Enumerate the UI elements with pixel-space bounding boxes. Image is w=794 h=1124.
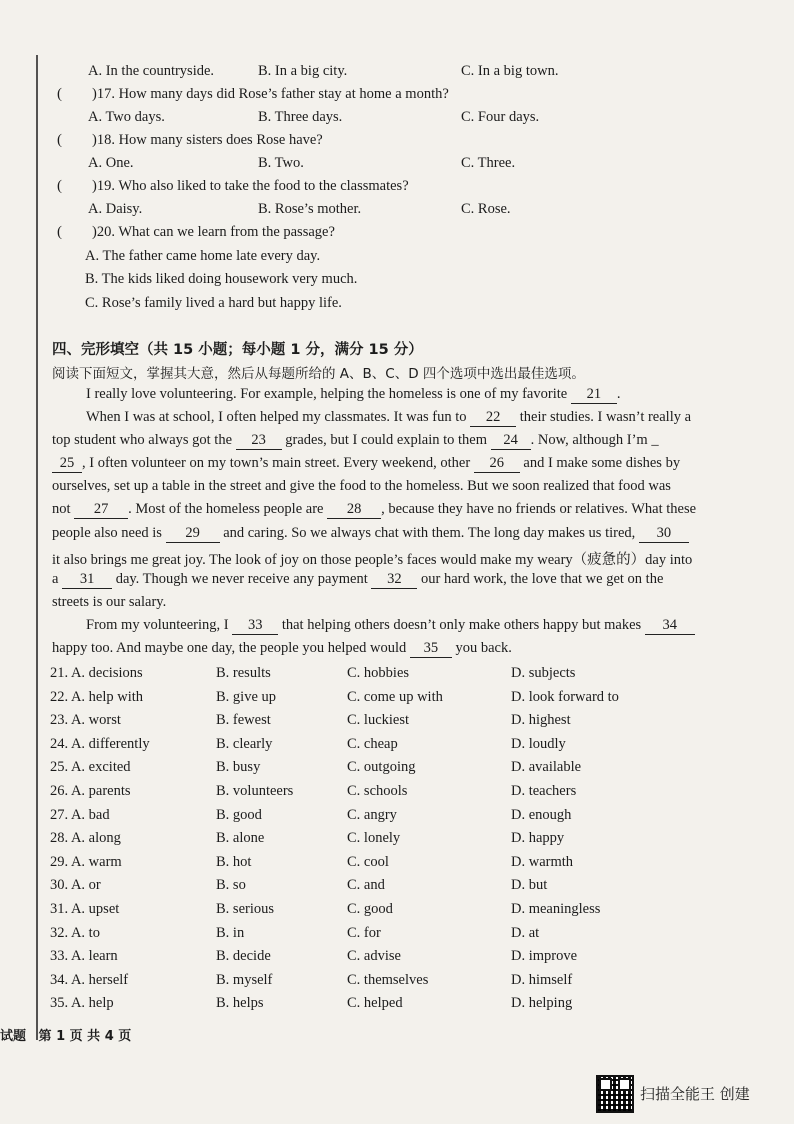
choice-option-d: D. himself [511, 971, 573, 988]
choice-option-a: 21. A. decisions [50, 665, 143, 681]
q18-paren: ( [57, 132, 62, 148]
choice-option-d: D. happy [511, 830, 565, 847]
choice-option-c: C. angry [347, 806, 397, 823]
choice-option-a: 29. A. warm [50, 853, 122, 870]
q18-option-c: C. Three. [461, 155, 516, 171]
q19-paren: ( [57, 178, 62, 194]
choice-option-b: B. give up [216, 688, 277, 705]
q20-option-b: B. The kids liked doing housework very much. [85, 271, 358, 287]
choice-option-d: D. improve [511, 948, 578, 965]
blank-30: 30 [639, 525, 689, 543]
choice-option-a: 30. A. or [50, 877, 101, 894]
choice-option-a: 35. A. help [50, 995, 114, 1012]
choice-option-c: C. themselves [347, 971, 429, 988]
choice-option-b: B. in [216, 924, 245, 941]
choice-option-d: D. loudly [511, 735, 566, 752]
passage-line-9: a 31 day. Though we never receive any payment 32 our hard work, the love that we get on the [52, 571, 664, 587]
blank-28: 28 [327, 501, 381, 519]
choice-option-b: B. fewest [216, 712, 271, 729]
blank-33: 33 [232, 617, 278, 635]
q17-text: )17. How many days did Rose’s father stay at home a month? [92, 86, 449, 102]
q19-option-a: A. Daisy. [88, 201, 143, 217]
blank-21: 21 [571, 386, 617, 404]
blank-22: 22 [470, 409, 516, 427]
q20-paren: ( [57, 224, 62, 240]
choice-option-d: D. available [511, 759, 582, 776]
choice-option-b: B. results [216, 665, 271, 681]
choice-option-b: B. hot [216, 853, 252, 870]
choice-option-d: D. teachers [511, 783, 577, 799]
choice-option-b: B. helps [216, 995, 264, 1012]
passage-line-5: ourselves, set up a table in the street and give the food to the homeless. But we soon realized that food was [52, 478, 671, 494]
q19-option-c: C. Rose. [461, 201, 511, 217]
choice-option-c: C. come up with [347, 688, 443, 705]
q19-text: )19. Who also liked to take the food to the classmates? [92, 178, 409, 194]
choice-option-a: 32. A. to [50, 924, 100, 941]
qr-code-icon [596, 1075, 634, 1113]
blank-25: 25 [52, 455, 82, 473]
q20-option-a: A. The father came home late every day. [85, 248, 321, 264]
choice-option-c: C. hobbies [347, 665, 410, 681]
choice-option-c: C. cool [347, 853, 389, 870]
choice-option-a: 25. A. excited [50, 759, 131, 776]
choice-option-d: D. warmth [511, 853, 574, 870]
scanner-text: 扫描全能王 创建 [640, 1085, 750, 1103]
q18-text: )18. How many sisters does Rose have? [92, 132, 323, 148]
choice-option-d: D. but [511, 877, 548, 894]
passage-line-6: not 27 . Most of the homeless people are 28 , because they have no friends or relatives. What these [52, 501, 697, 517]
choice-option-c: C. schools [347, 783, 408, 799]
blank-24: 24 [491, 432, 531, 450]
choice-option-b: B. clearly [216, 735, 273, 752]
q16-option-b: B. In a big city. [258, 63, 348, 79]
scanner-watermark [596, 1075, 786, 1113]
choice-option-a: 23. A. worst [50, 712, 121, 729]
choice-option-b: B. good [216, 806, 262, 823]
choice-option-d: D. helping [511, 995, 573, 1012]
q20-option-c: C. Rose’s family lived a hard but happy life. [85, 295, 342, 311]
choice-option-a: 31. A. upset [50, 901, 120, 917]
choice-option-a: 33. A. learn [50, 948, 118, 965]
choice-option-c: C. cheap [347, 735, 398, 752]
choice-option-c: C. luckiest [347, 712, 410, 729]
choice-option-c: C. lonely [347, 830, 401, 847]
passage-line-1: I really love volunteering. For example, helping the homeless is one of my favorite 21 . [86, 386, 621, 402]
q16-option-c: C. In a big town. [461, 63, 559, 79]
choice-option-b: B. alone [216, 830, 265, 847]
q18-option-b: B. Two. [258, 155, 304, 171]
choice-option-a: 28. A. along [50, 830, 121, 847]
q17-option-a: A. Two days. [88, 109, 165, 125]
choice-option-b: B. decide [216, 948, 271, 965]
choice-option-d: D. look forward to [511, 688, 619, 705]
passage-line-10: streets is our salary. [52, 594, 167, 610]
passage-line-12: happy too. And maybe one day, the people you helped would 35 you back. [52, 640, 512, 656]
choice-option-b: B. myself [216, 971, 273, 988]
q17-option-c: C. Four days. [461, 109, 540, 125]
choice-option-d: D. at [511, 924, 540, 941]
passage-line-11: From my volunteering, I 33 that helping others doesn’t only make others happy but makes 34 [86, 617, 786, 635]
section-instruction: 阅读下面短文，掌握其大意，然后从每题所给的 A、B、C、D 四个选项中选出最佳选项。 [52, 366, 585, 382]
blank-31: 31 [62, 571, 112, 589]
q19-option-b: B. Rose’s mother. [258, 201, 362, 217]
choice-option-b: B. busy [216, 759, 261, 776]
q17-option-b: B. Three days. [258, 109, 343, 125]
choice-option-b: B. volunteers [216, 783, 294, 799]
choice-option-c: C. and [347, 877, 385, 894]
page-footer [0, 1025, 131, 1044]
q18-option-a: A. One. [88, 155, 134, 171]
blank-23: 23 [236, 432, 282, 450]
q20-text: )20. What can we learn from the passage? [92, 224, 335, 240]
choice-option-d: D. meaningless [511, 901, 601, 917]
blank-32: 32 [371, 571, 417, 589]
section-title: 四、完形填空（共 15 小题；每小题 1 分，满分 15 分） [52, 342, 423, 358]
choice-option-a: 27. A. bad [50, 806, 110, 823]
blank-26: 26 [474, 455, 520, 473]
page-number: 第 1 页 共 4 页 [38, 1029, 132, 1044]
passage-line-3: top student who always got the 23 grades, but I could explain to them 24 . Now, although I’m _ [52, 432, 659, 448]
choice-option-c: C. advise [347, 948, 401, 965]
blank-27: 27 [74, 501, 128, 519]
choice-option-d: D. subjects [511, 665, 576, 681]
blank-34: 34 [645, 617, 695, 635]
choice-option-c: C. outgoing [347, 759, 416, 776]
binding-margin-line [36, 55, 38, 1040]
passage-line-7: people also need is 29 and caring. So we always chat with them. The long day makes us tired, 30 [52, 525, 752, 543]
choice-option-b: B. so [216, 877, 246, 894]
passage-line-2: When I was at school, I often helped my classmates. It was fun to 22 their studies. I wasn’t really a [86, 409, 692, 425]
blank-35: 35 [410, 640, 452, 658]
choice-option-c: C. for [347, 924, 381, 941]
q16-option-a: A. In the countryside. [88, 63, 215, 79]
choice-option-a: 24. A. differently [50, 735, 150, 752]
passage-line-4: 25 , I often volunteer on my town’s main street. Every weekend, other 26 and I make some dishes by [52, 455, 752, 473]
choice-option-c: C. good [347, 901, 393, 917]
choice-option-a: 26. A. parents [50, 783, 131, 799]
choice-option-d: D. highest [511, 712, 571, 729]
choice-option-a: 34. A. herself [50, 971, 129, 988]
blank-29: 29 [166, 525, 220, 543]
choice-option-d: D. enough [511, 806, 572, 823]
q17-paren: ( [57, 86, 62, 102]
footer-label: 试题 [0, 1029, 27, 1044]
passage-line-8: it also brings me great joy. The look of joy on those people’s faces would make my weary（疲惫的）day into [52, 552, 693, 568]
choice-option-b: B. serious [216, 901, 274, 917]
choice-option-c: C. helped [347, 995, 403, 1012]
choice-option-a: 22. A. help with [50, 688, 144, 705]
